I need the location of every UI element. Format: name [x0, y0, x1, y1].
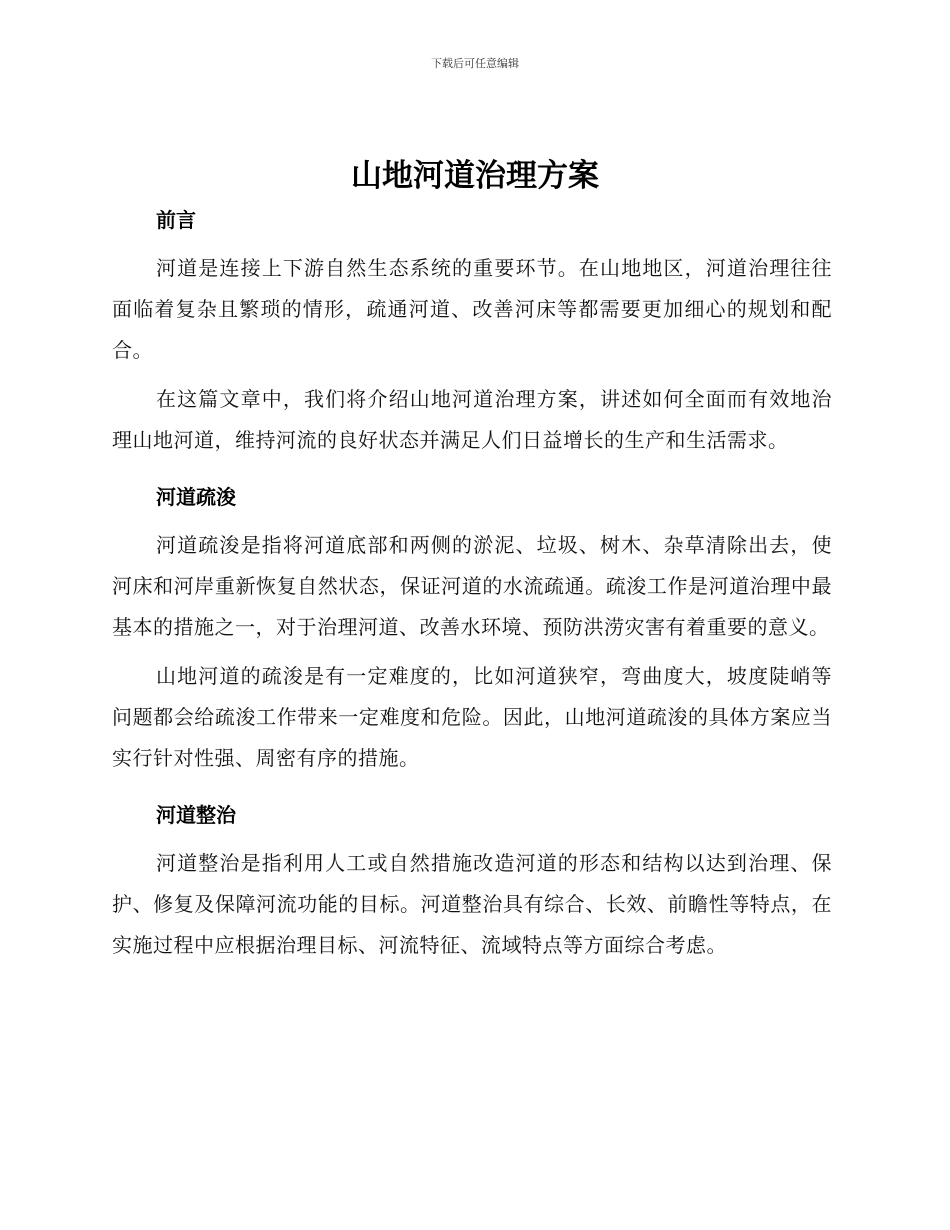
- header-note: 下载后可任意编辑: [431, 57, 519, 70]
- paragraph: 河道疏浚是指将河道底部和两侧的淤泥、垃圾、树木、杂草清除出去，使河床和河岸重新恢复自然状态，保证河道的水流疏通。疏浚工作是河道治理中最基本的措施之一，对于治理河道、改善水环境、预防洪涝灾害有着重要的意义。: [112, 533, 832, 639]
- paragraph: 河道是连接上下游自然生态系统的重要环节。在山地地区，河道治理往往面临着复杂且繁琐的情形，疏通河道、改善河床等都需要更加细心的规划和配合。: [112, 256, 832, 362]
- document-body: [112, 200, 832, 966]
- section-heading-regulation: 河道整治: [156, 803, 236, 827]
- section-heading-preface: 前言: [156, 208, 196, 232]
- paragraph: 在这篇文章中，我们将介绍山地河道治理方案，讲述如何全面而有效地治理山地河道，维持河流的良好状态并满足人们日益增长的生产和生活需求。: [112, 387, 832, 452]
- section-heading-dredging: 河道疏浚: [156, 485, 236, 509]
- document-title: 山地河道治理方案: [351, 158, 599, 194]
- paragraph: 河道整治是指利用人工或自然措施改造河道的形态和结构以达到治理、保护、修复及保障河流功能的目标。河道整治具有综合、长效、前瞻性等特点，在实施过程中应根据治理目标、河流特征、流域特点等方面综合考虑。: [112, 851, 832, 957]
- paragraph: 山地河道的疏浚是有一定难度的，比如河道狭窄，弯曲度大，坡度陡峭等问题都会给疏浚工作带来一定难度和危险。因此，山地河道疏浚的具体方案应当实行针对性强、周密有序的措施。: [112, 664, 832, 770]
